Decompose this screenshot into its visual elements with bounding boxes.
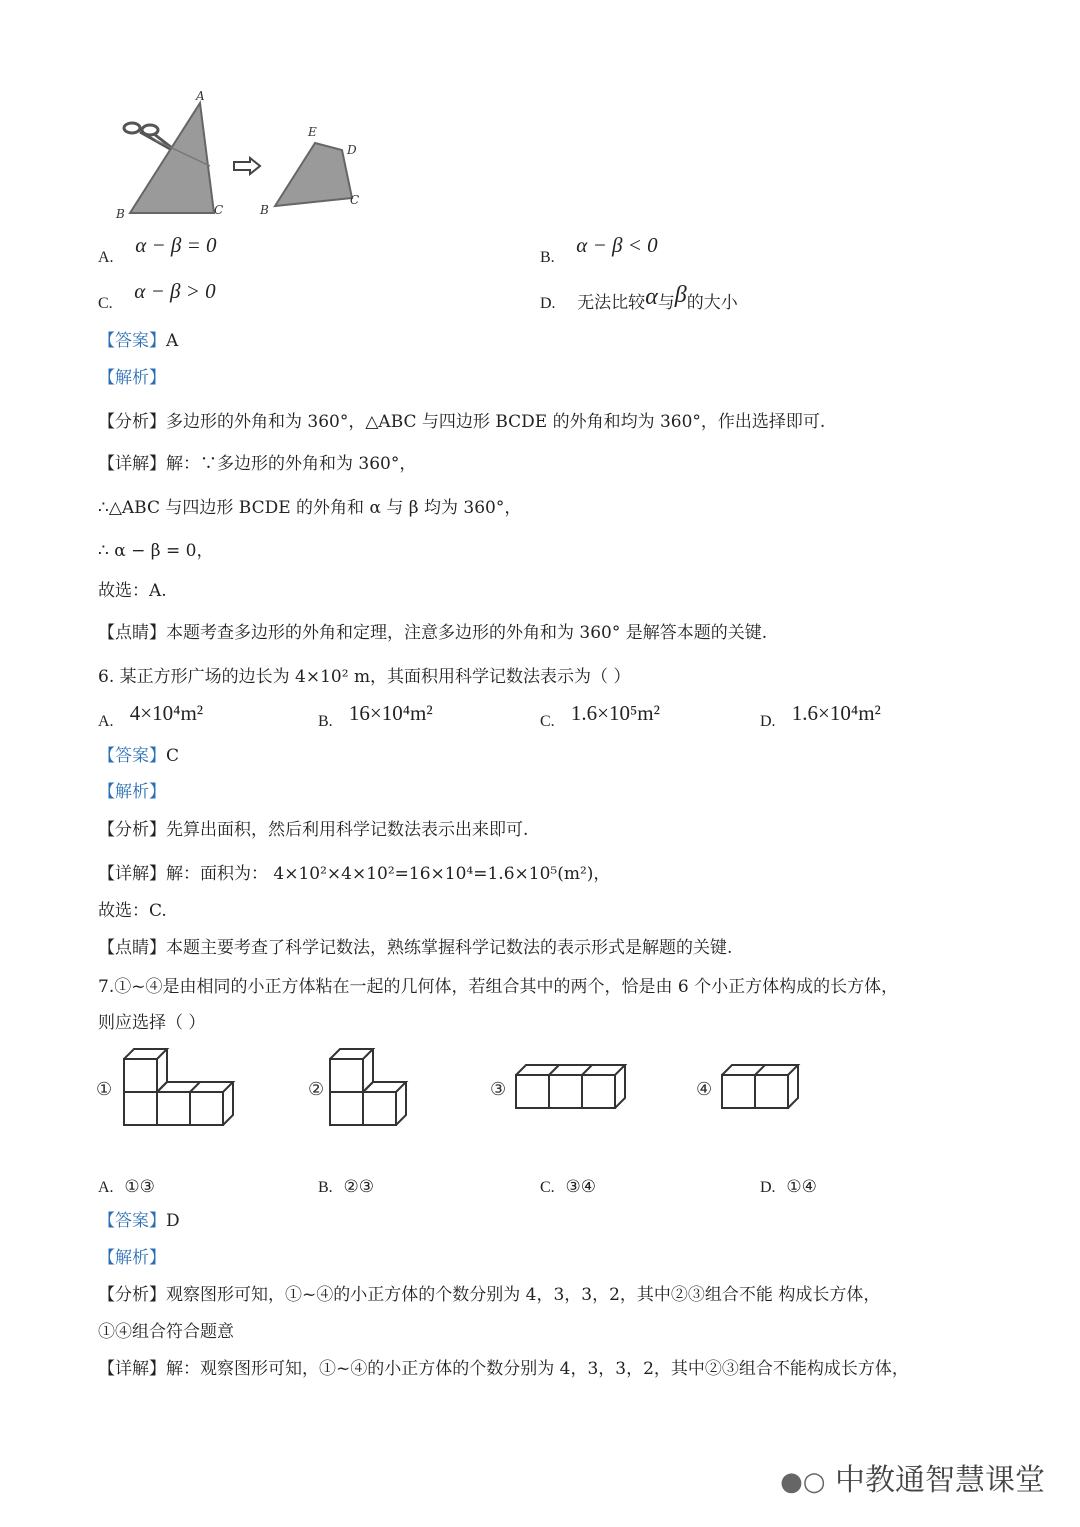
label-E: E xyxy=(308,125,317,139)
cube-figures xyxy=(96,1040,996,1150)
q6-stem: 6. 某正方形广场的边长为 4×10² m，其面积用科学记数法表示为（ ） xyxy=(98,667,631,687)
q7-stem-2: 则应选择（ ） xyxy=(98,1013,206,1033)
scissors-icon xyxy=(124,123,172,150)
svg-text:③: ③ xyxy=(490,1079,507,1100)
label-C: C xyxy=(214,203,224,217)
q6-xiangjie: 【详解】解：面积为： 4×10²×4×10²=16×10⁴=1.6×10⁵(m²)， xyxy=(98,864,611,884)
cube-figure-1 xyxy=(96,1049,233,1125)
q6-dianjing: 【点睛】本题主要考查了科学记数法，熟练掌握科学记数法的表示形式是解题的关键. xyxy=(98,938,733,958)
q7-jiexi: 【解析】 xyxy=(98,1248,166,1268)
q6-option-d: D. 1.6×10⁴m² xyxy=(760,701,881,730)
q5-option-a: A. α − β = 0 xyxy=(98,233,217,266)
q6-jiexi: 【解析】 xyxy=(98,782,166,802)
q7-fenxi: 【分析】观察图形可知，①~④的小正方体的个数分别为 4，3，3，2，其中②③组合不能 构成长方体， xyxy=(98,1285,881,1305)
q5-option-d: D. 无法比较α与β的大小 xyxy=(540,282,738,313)
cube-figure-4 xyxy=(696,1065,798,1108)
q5-xiangjie-3: ∴ α − β = 0， xyxy=(98,541,214,561)
q5-jiexi: 【解析】 xyxy=(98,368,166,388)
q5-xiangjie-2: ∴△ABC 与四边形 BCDE 的外角和 α 与 β 均为 360°， xyxy=(98,498,522,518)
q5-option-c: C. α − β > 0 xyxy=(98,279,216,312)
q7-option-d: D. ①④ xyxy=(760,1177,817,1197)
q6-answer: 【答案】C xyxy=(98,746,180,766)
cube-figure-3 xyxy=(490,1065,625,1108)
quadrilateral-bcde xyxy=(275,143,352,206)
label-B2: B xyxy=(260,203,269,217)
label-B: B xyxy=(116,207,125,221)
q6-option-a: A. 4×10⁴m² xyxy=(98,701,204,730)
arrow-icon xyxy=(234,158,260,174)
q5-option-b: B. α − β < 0 xyxy=(540,233,658,266)
svg-text:②: ② xyxy=(308,1079,325,1100)
q6-option-b: B. 16×10⁴m² xyxy=(318,701,433,730)
q6-fenxi: 【分析】先算出面积，然后利用科学记数法表示出来即可. xyxy=(98,820,529,840)
label-A: A xyxy=(196,89,205,103)
q6-guxuan: 故选：C. xyxy=(98,901,167,921)
triangle-cut-figure xyxy=(110,88,370,228)
svg-text:①: ① xyxy=(96,1079,113,1100)
q7-fenxi-2: ①④组合符合题意 xyxy=(98,1322,234,1342)
q5-fenxi: 【分析】多边形的外角和为 360°，△ABC 与四边形 BCDE 的外角和均为 360°，作出选择即可. xyxy=(98,412,826,432)
triangle-abc xyxy=(130,103,214,213)
q7-option-a: A. ①③ xyxy=(98,1177,155,1197)
q5-guxuan: 故选：A. xyxy=(98,581,167,601)
label-C2: C xyxy=(350,193,360,207)
watermark: ●○ 中教通智慧课堂 xyxy=(780,1463,1045,1498)
q7-stem-1: 7.①~④是由相同的小正方体粘在一起的几何体，若组合其中的两个，恰是由 6 个小正方体构成的长方体， xyxy=(98,977,899,997)
cube-figure-2 xyxy=(308,1049,406,1125)
q7-answer: 【答案】D xyxy=(98,1211,180,1231)
wechat-icon: ●○ xyxy=(780,1467,826,1497)
q5-answer: 【答案】A xyxy=(98,331,179,351)
q5-dianjing: 【点睛】本题考查多边形的外角和定理，注意多边形的外角和为 360° 是解答本题的关键. xyxy=(98,623,768,643)
svg-text:④: ④ xyxy=(696,1079,713,1100)
q7-option-c: C. ③④ xyxy=(540,1177,596,1197)
q7-option-b: B. ②③ xyxy=(318,1177,374,1197)
q7-xiangjie: 【详解】解：观察图形可知，①~④的小正方体的个数分别为 4，3，3，2，其中②③组合不能构成长方体， xyxy=(98,1359,909,1379)
q5-xiangjie: 【详解】解：∵多边形的外角和为 360°， xyxy=(98,454,417,474)
q6-option-c: C. 1.6×10⁵m² xyxy=(540,701,660,730)
label-D: D xyxy=(347,143,357,157)
